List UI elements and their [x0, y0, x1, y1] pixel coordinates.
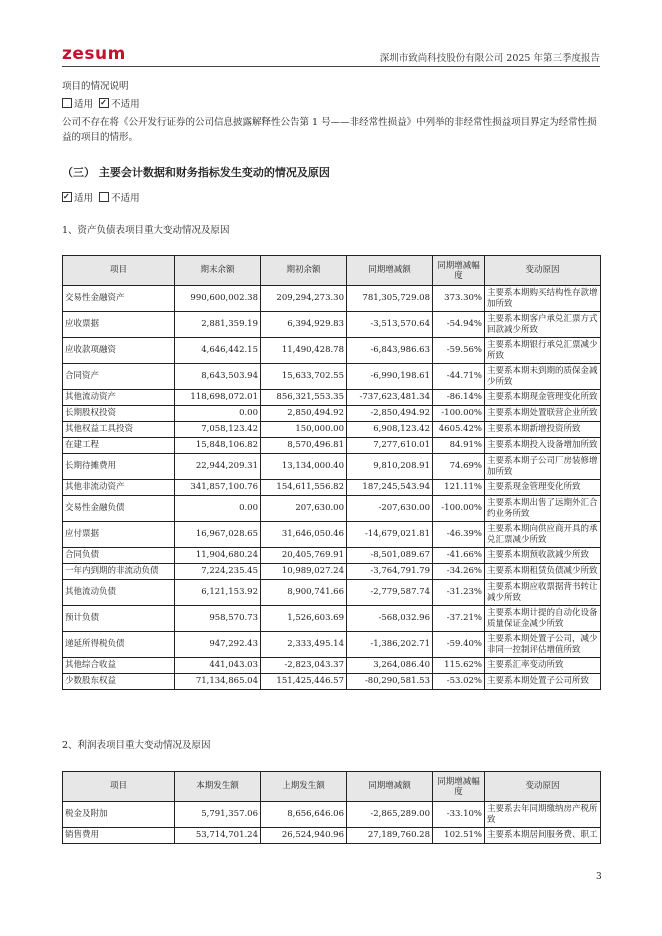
table-row: [63, 606, 601, 632]
change-cell: -207,630.00: [347, 496, 433, 522]
page-number: 3: [596, 872, 602, 882]
reason-cell: 主要系本期向供应商开具的承兑汇票减少所致: [485, 522, 601, 548]
value-cell: 118,698,072.01: [175, 390, 261, 406]
percent-cell: 121.11%: [433, 480, 485, 496]
value-cell: 22,944,209.31: [175, 454, 261, 480]
value-cell: 8,656,646.06: [261, 802, 347, 828]
section-title: （三） 主要会计数据和财务指标发生变动的情况及原因: [62, 166, 330, 179]
column-header: 同期增减幅度: [433, 256, 485, 286]
value-cell: 441,043.03: [175, 658, 261, 674]
value-cell: 31,646,050.46: [261, 522, 347, 548]
item-cell: 交易性金融资产: [63, 286, 175, 312]
balance-caption: 1、资产负债表项目重大变动情况及原因: [62, 225, 230, 236]
value-cell: 1,526,603.69: [261, 606, 347, 632]
percent-cell: 102.51%: [433, 828, 485, 844]
change-cell: -568,032.96: [347, 606, 433, 632]
percent-cell: -54.94%: [433, 312, 485, 338]
value-cell: 150,000.00: [261, 422, 347, 438]
item-cell: 其他流动负债: [63, 580, 175, 606]
column-header: 同期增减幅度: [433, 772, 485, 802]
item-cell: 交易性金融负债: [63, 496, 175, 522]
not-applicable-label: 不适用: [111, 99, 140, 110]
applicable-label: 适用: [74, 99, 94, 110]
intro-checkbox-row: [62, 97, 140, 112]
column-header: 项目: [63, 772, 175, 802]
item-cell: 长期股权投资: [63, 406, 175, 422]
item-cell: 预计负债: [63, 606, 175, 632]
table-row: [63, 802, 601, 828]
not-applicable-checkbox[interactable]: [99, 98, 109, 108]
item-cell: 应收票据: [63, 312, 175, 338]
reason-cell: 主要系本期处置子公司，减少非同一控制评估增值所致: [485, 632, 601, 658]
percent-cell: -37.21%: [433, 606, 485, 632]
reason-cell: 主要系本期银行承兑汇票减少所致: [485, 338, 601, 364]
value-cell: 13,134,000.40: [261, 454, 347, 480]
value-cell: 209,294,273.30: [261, 286, 347, 312]
header-title: 深圳市致尚科技股份有限公司 2025 年第三季度报告: [379, 53, 600, 64]
table-row: [63, 632, 601, 658]
value-cell: 2,881,359.19: [175, 312, 261, 338]
percent-cell: 4605.42%: [433, 422, 485, 438]
percent-cell: -100.00%: [433, 406, 485, 422]
value-cell: 947,292.43: [175, 632, 261, 658]
reason-cell: 主要系本期现金管理变化所致: [485, 390, 601, 406]
change-cell: -2,865,289.00: [347, 802, 433, 828]
table-row: [63, 390, 601, 406]
reason-cell: 主要系本期居间服务费、职工: [485, 828, 601, 844]
balance-sheet-table: [62, 255, 601, 690]
value-cell: 15,633,702.55: [261, 364, 347, 390]
change-cell: 187,245,543.94: [347, 480, 433, 496]
table-header-row: [63, 256, 601, 286]
item-cell: 递延所得税负债: [63, 632, 175, 658]
value-cell: 71,134,865.04: [175, 674, 261, 690]
percent-cell: -86.14%: [433, 390, 485, 406]
table-row: [63, 422, 601, 438]
item-cell: 税金及附加: [63, 802, 175, 828]
table-row: [63, 658, 601, 674]
value-cell: 6,394,929.83: [261, 312, 347, 338]
reason-cell: 主要系本期计提的自动化设备质量保证金减少所致: [485, 606, 601, 632]
value-cell: 20,405,769.91: [261, 548, 347, 564]
table-row: [63, 522, 601, 548]
reason-cell: 主要系本期应收票据背书转让减少所致: [485, 580, 601, 606]
change-cell: 9,810,208.91: [347, 454, 433, 480]
change-cell: 3,264,086.40: [347, 658, 433, 674]
percent-cell: 115.62%: [433, 658, 485, 674]
value-cell: 15,848,106.82: [175, 438, 261, 454]
item-cell: 其他综合收益: [63, 658, 175, 674]
change-cell: -8,501,089.67: [347, 548, 433, 564]
change-cell: 6,908,123.42: [347, 422, 433, 438]
change-cell: -2,779,587.74: [347, 580, 433, 606]
percent-cell: 74.69%: [433, 454, 485, 480]
reason-cell: 主要系去年同期缴纳房产税所致: [485, 802, 601, 828]
income-caption: 2、利润表项目重大变动情况及原因: [62, 740, 211, 751]
item-cell: 少数股东权益: [63, 674, 175, 690]
table-row: [63, 438, 601, 454]
table-row: [63, 406, 601, 422]
value-cell: 8,643,503.94: [175, 364, 261, 390]
reason-cell: 主要系本期客户承兑汇票方式回款减少所致: [485, 312, 601, 338]
value-cell: 26,524,940.96: [261, 828, 347, 844]
value-cell: 4,646,442.15: [175, 338, 261, 364]
table-row: [63, 454, 601, 480]
percent-cell: -41.66%: [433, 548, 485, 564]
item-cell: 应付票据: [63, 522, 175, 548]
value-cell: 207,630.00: [261, 496, 347, 522]
change-cell: -2,850,494.92: [347, 406, 433, 422]
item-cell: 应收款项融资: [63, 338, 175, 364]
column-header: 本期发生额: [175, 772, 261, 802]
reason-cell: 主要系本期购买结构性存款增加所致: [485, 286, 601, 312]
percent-cell: -59.40%: [433, 632, 485, 658]
value-cell: 53,714,701.24: [175, 828, 261, 844]
change-cell: -3,513,570.64: [347, 312, 433, 338]
value-cell: 0.00: [175, 406, 261, 422]
table-row: [63, 548, 601, 564]
change-cell: -3,764,791.79: [347, 564, 433, 580]
item-cell: 其他非流动资产: [63, 480, 175, 496]
column-header: 上期发生额: [261, 772, 347, 802]
value-cell: -2,823,043.37: [261, 658, 347, 674]
column-header: 期初余额: [261, 256, 347, 286]
percent-cell: -46.39%: [433, 522, 485, 548]
reason-cell: 主要系本期预收款减少所致: [485, 548, 601, 564]
item-cell: 一年内到期的非流动负债: [63, 564, 175, 580]
reason-cell: 主要系本期处置联营企业所致: [485, 406, 601, 422]
value-cell: 10,989,027.24: [261, 564, 347, 580]
table-row: [63, 312, 601, 338]
income-statement-table: [62, 771, 601, 844]
value-cell: 5,791,357.06: [175, 802, 261, 828]
table-row: [63, 480, 601, 496]
company-logo: zesum: [62, 44, 126, 64]
reason-cell: 主要系本期未到期的质保金减少所致: [485, 364, 601, 390]
value-cell: 8,900,741.66: [261, 580, 347, 606]
value-cell: 856,321,553.35: [261, 390, 347, 406]
change-cell: 27,189,760.28: [347, 828, 433, 844]
table-row: [63, 828, 601, 844]
item-cell: 其他权益工具投资: [63, 422, 175, 438]
table-row: [63, 496, 601, 522]
table-row: [63, 564, 601, 580]
table-row: [63, 286, 601, 312]
value-cell: 7,224,235.45: [175, 564, 261, 580]
item-cell: 合同负债: [63, 548, 175, 564]
percent-cell: -33.10%: [433, 802, 485, 828]
percent-cell: -31.23%: [433, 580, 485, 606]
change-cell: -80,290,581.53: [347, 674, 433, 690]
reason-cell: 主要系本期新增投资所致: [485, 422, 601, 438]
value-cell: 16,967,028.65: [175, 522, 261, 548]
value-cell: 2,850,494.92: [261, 406, 347, 422]
intro-body: 公司不存在将《公开发行证券的公司信息披露解释性公告第 1 号——非经常性损益》中列举的非经常性损益项目界定为经常性损益的项目的情形。: [62, 117, 597, 143]
value-cell: 6,121,153.92: [175, 580, 261, 606]
page-header: [62, 44, 600, 67]
value-cell: 0.00: [175, 496, 261, 522]
percent-cell: -59.56%: [433, 338, 485, 364]
reason-cell: 主要系本期子公司厂房装修增加所致: [485, 454, 601, 480]
reason-cell: 主要系本期租赁负债减少所致: [485, 564, 601, 580]
value-cell: 958,570.73: [175, 606, 261, 632]
value-cell: 11,904,680.24: [175, 548, 261, 564]
change-cell: 781,305,729.08: [347, 286, 433, 312]
table-row: [63, 338, 601, 364]
value-cell: 2,333,495.14: [261, 632, 347, 658]
section-checkbox-row: [62, 191, 140, 206]
applicable-label-2: 适用: [74, 193, 94, 204]
change-cell: -737,623,481.34: [347, 390, 433, 406]
column-header: 项目: [63, 256, 175, 286]
column-header: 同期增减额: [347, 772, 433, 802]
percent-cell: 373.30%: [433, 286, 485, 312]
reason-cell: 主要系现金管理变化所致: [485, 480, 601, 496]
value-cell: 990,600,002.38: [175, 286, 261, 312]
table-row: [63, 674, 601, 690]
applicable-checkbox[interactable]: [62, 98, 72, 108]
change-cell: -6,990,198.61: [347, 364, 433, 390]
not-applicable-checkbox-2[interactable]: [99, 192, 109, 202]
change-cell: -14,679,021.81: [347, 522, 433, 548]
percent-cell: -34.26%: [433, 564, 485, 580]
table-header-row: [63, 772, 601, 802]
percent-cell: 84.91%: [433, 438, 485, 454]
change-cell: -6,843,986.63: [347, 338, 433, 364]
column-header: 同期增减额: [347, 256, 433, 286]
value-cell: 8,570,496.81: [261, 438, 347, 454]
item-cell: 长期待摊费用: [63, 454, 175, 480]
reason-cell: 主要系本期处置子公司所致: [485, 674, 601, 690]
item-cell: 其他流动资产: [63, 390, 175, 406]
percent-cell: -44.71%: [433, 364, 485, 390]
percent-cell: -100.00%: [433, 496, 485, 522]
value-cell: 7,058,123.42: [175, 422, 261, 438]
item-cell: 销售费用: [63, 828, 175, 844]
item-cell: 在建工程: [63, 438, 175, 454]
intro-heading: 项目的情况说明: [62, 81, 129, 92]
value-cell: 11,490,428.78: [261, 338, 347, 364]
reason-cell: 主要系本期投入设备增加所致: [485, 438, 601, 454]
table-row: [63, 364, 601, 390]
item-cell: 合同资产: [63, 364, 175, 390]
value-cell: 154,611,556.82: [261, 480, 347, 496]
value-cell: 341,857,100.76: [175, 480, 261, 496]
reason-cell: 主要系本期出售了远期外汇合约业务所致: [485, 496, 601, 522]
change-cell: 7,277,610.01: [347, 438, 433, 454]
change-cell: -1,386,202.71: [347, 632, 433, 658]
reason-cell: 主要系汇率变动所致: [485, 658, 601, 674]
percent-cell: -53.02%: [433, 674, 485, 690]
not-applicable-label-2: 不适用: [111, 193, 140, 204]
column-header: 期末余额: [175, 256, 261, 286]
value-cell: 151,425,446.57: [261, 674, 347, 690]
column-header: 变动原因: [485, 772, 601, 802]
column-header: 变动原因: [485, 256, 601, 286]
applicable-checkbox-2[interactable]: [62, 192, 72, 202]
table-row: [63, 580, 601, 606]
